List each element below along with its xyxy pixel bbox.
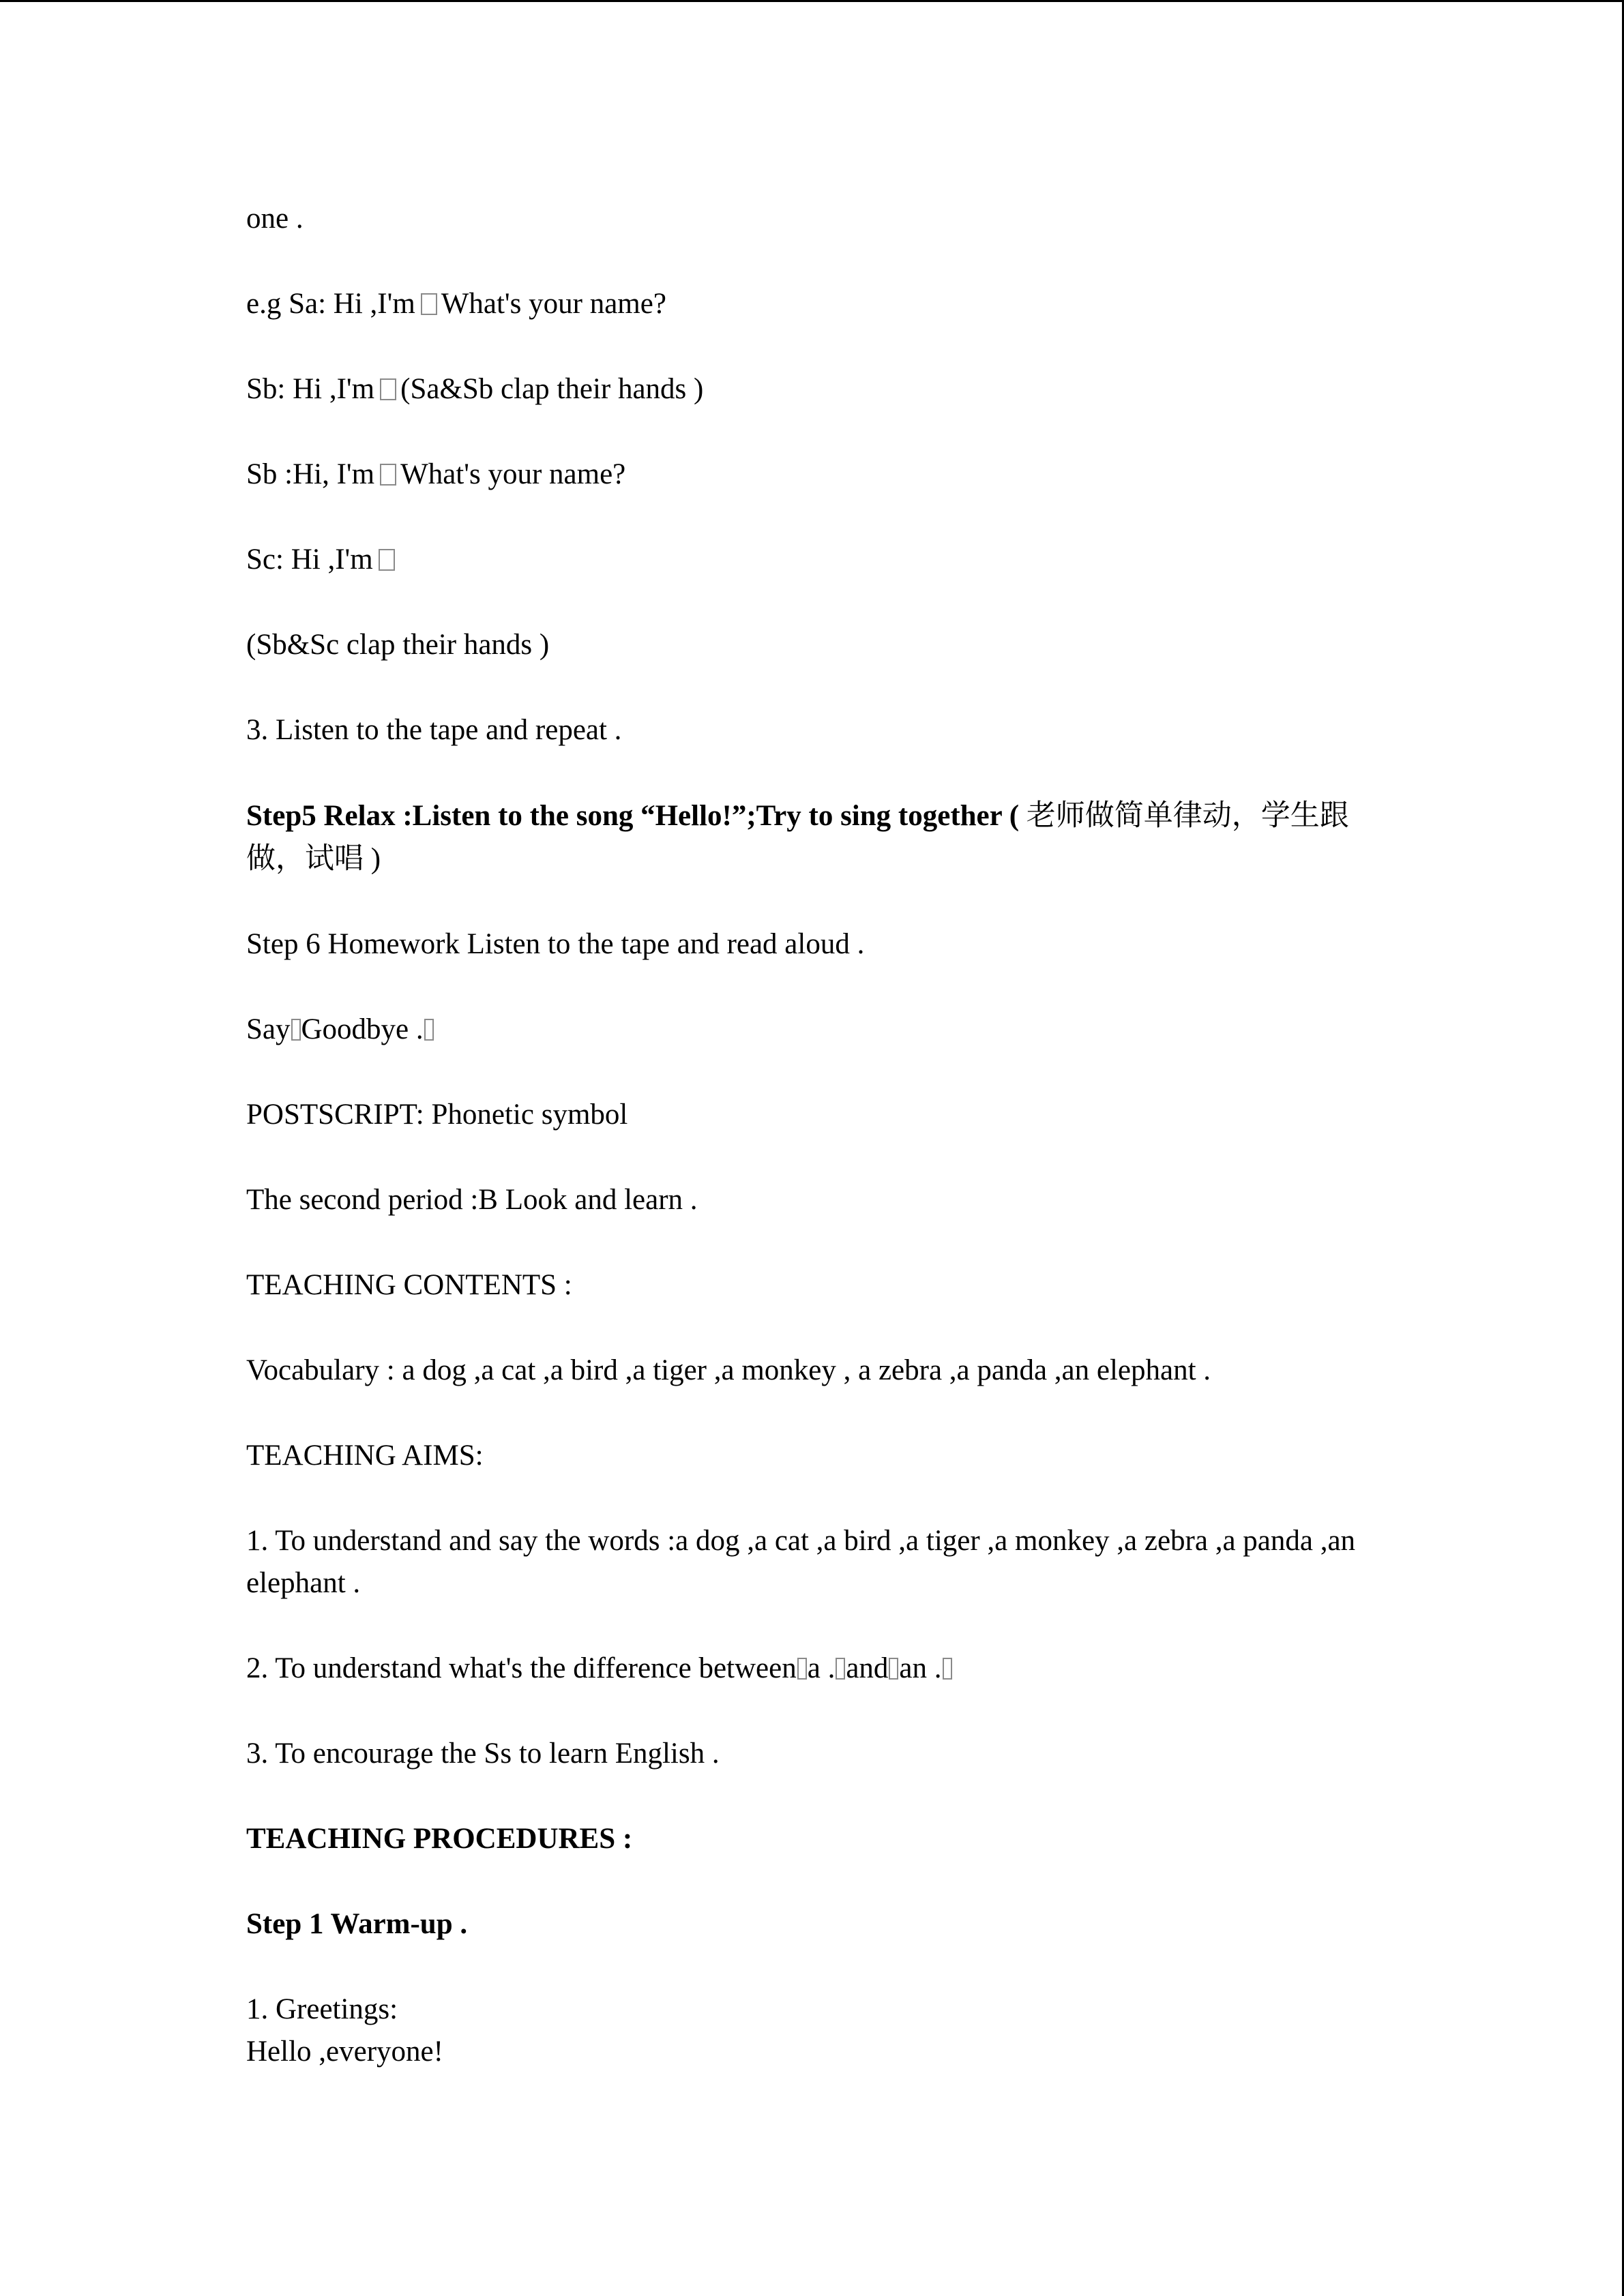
- text: (Sb&Sc clap their hands ): [246, 629, 550, 661]
- missing-glyph-box: [889, 1658, 898, 1680]
- text: TEACHING CONTENTS :: [246, 1269, 572, 1301]
- text: Step 1 Warm-up .: [246, 1908, 468, 1940]
- text: TEACHING PROCEDURES :: [246, 1823, 633, 1855]
- text: 2. To understand what's the difference between: [246, 1652, 797, 1684]
- text: a .: [807, 1652, 836, 1684]
- aim-1: [246, 1520, 1392, 1605]
- text: 1. To understand and say the words :a dog ,a cat ,a bird ,a tiger ,a monkey ,a zebra ,a panda ,an elephant .: [246, 1525, 1363, 1599]
- text: (Sa&Sb clap their hands ): [400, 373, 704, 405]
- text: Sc: Hi ,I'm: [246, 543, 373, 576]
- missing-glyph-box: [379, 549, 395, 571]
- greetings-text: [246, 2031, 1392, 2073]
- text: an .: [899, 1652, 942, 1684]
- text: Say: [246, 1013, 291, 1045]
- aim-3: [246, 1733, 1392, 1775]
- dialogue-line-sc: [246, 539, 1392, 581]
- text-line-one: [246, 198, 1392, 240]
- text: Vocabulary : a dog ,a cat ,a bird ,a tiger ,a monkey , a zebra ,a panda ,an elephant .: [246, 1354, 1211, 1386]
- teaching-aims-heading: [246, 1435, 1392, 1477]
- postscript-line: [246, 1094, 1392, 1136]
- text: one .: [246, 203, 304, 235]
- missing-glyph-box: [380, 464, 396, 486]
- text: 3. To encourage the Ss to learn English .: [246, 1738, 720, 1770]
- teaching-procedures-heading: [246, 1818, 1392, 1860]
- missing-glyph-box: [291, 1019, 301, 1041]
- step5-heading: [246, 794, 1392, 880]
- step5-chinese-text: 老师做简单律动，学生跟做，试唱: [246, 799, 1349, 876]
- instruction-listen-repeat: [246, 709, 1392, 751]
- text: Sb :Hi, I'm: [246, 458, 375, 490]
- dialogue-line-sb-2: [246, 453, 1392, 496]
- text: What's your name?: [400, 458, 626, 490]
- text: ): [370, 843, 381, 875]
- text: POSTSCRIPT: Phonetic symbol: [246, 1099, 628, 1131]
- text: TEACHING AIMS:: [246, 1440, 484, 1472]
- page-top-border: [0, 0, 1624, 2]
- document-body: [246, 198, 1392, 2073]
- missing-glyph-box: [424, 1019, 434, 1041]
- vocabulary-line: [246, 1350, 1392, 1392]
- missing-glyph-box: [943, 1658, 952, 1680]
- text: 1. Greetings:: [246, 1993, 398, 2025]
- greetings-label: [246, 1988, 1392, 2031]
- missing-glyph-box: [421, 293, 437, 315]
- missing-glyph-box: [797, 1658, 807, 1680]
- text: Hello ,everyone!: [246, 2036, 443, 2068]
- text: e.g Sa: Hi ,I'm: [246, 288, 415, 320]
- teaching-contents-heading: [246, 1264, 1392, 1307]
- stage-direction: [246, 624, 1392, 666]
- text: Step 6 Homework Listen to the tape and read aloud .: [246, 928, 865, 960]
- text: What's your name?: [441, 288, 666, 320]
- dialogue-line-sb-1: [246, 368, 1392, 411]
- dialogue-line-sa: [246, 283, 1392, 325]
- say-goodbye-line: [246, 1009, 1392, 1051]
- text: Goodbye .: [301, 1013, 424, 1045]
- text: The second period :B Look and learn .: [246, 1184, 698, 1216]
- second-period-title: [246, 1179, 1392, 1221]
- missing-glyph-box: [836, 1658, 845, 1680]
- step1-heading: [246, 1903, 1392, 1945]
- text: 3. Listen to the tape and repeat .: [246, 714, 622, 746]
- step6-homework: [246, 923, 1392, 966]
- aim-2: [246, 1648, 1392, 1690]
- step5-bold-text: Step5 Relax :Listen to the song “Hello!”;Try to sing together (: [246, 800, 1020, 832]
- missing-glyph-box: [380, 378, 396, 400]
- text: and: [846, 1652, 889, 1684]
- text: Sb: Hi ,I'm: [246, 373, 375, 405]
